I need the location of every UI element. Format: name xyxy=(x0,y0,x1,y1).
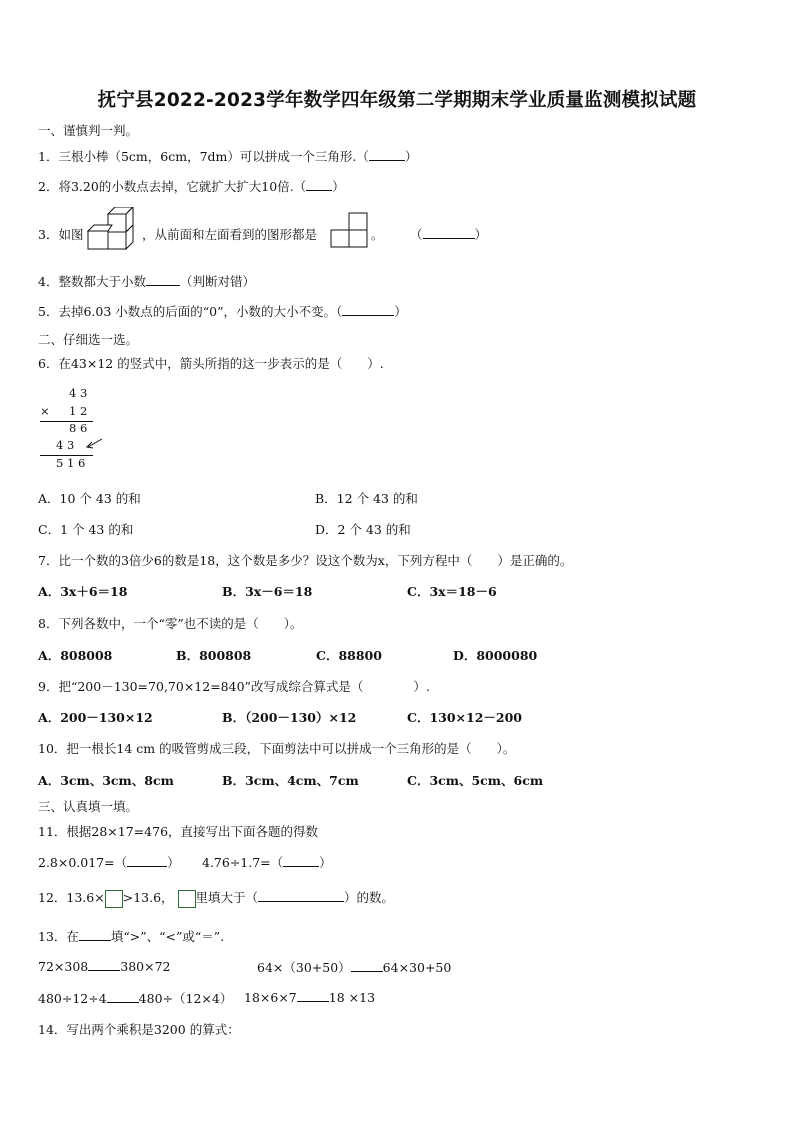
compare-a-left: 72×308 xyxy=(38,959,89,974)
question-10-option-b[interactable]: B．3cm、4cm、7cm xyxy=(222,773,359,788)
question-3-paren-open: （ xyxy=(410,227,423,242)
question-12-end: ）的数。 xyxy=(344,890,395,905)
question-12-prefix: 12．13.6× xyxy=(38,890,105,905)
compare-b-right: 64×30+50 xyxy=(382,960,452,975)
question-3-middle: ，从前面和左面看到的图形都是 xyxy=(142,227,318,242)
calc-row-4: 4 3 xyxy=(56,438,75,452)
question-11-expr-2-tail: ） xyxy=(319,855,332,870)
calc-row-5: 5 1 6 xyxy=(56,456,86,470)
question-6-option-c[interactable]: C．1 个 43 的和 xyxy=(38,522,134,537)
section-2-heading: 二、仔细选一选。 xyxy=(38,332,139,347)
question-1-text: 1．三根小棒（5cm，6cm，7dm）可以拼成一个三角形.（ xyxy=(38,149,369,164)
question-13 xyxy=(38,927,224,945)
question-12-mid: >13.6， xyxy=(122,890,174,905)
question-2-tail: ） xyxy=(332,179,345,194)
page-title: 抚宁县2022-2023学年数学四年级第二学期期末学业质量监测模拟试题 xyxy=(97,90,697,111)
question-9-option-a[interactable]: A．200－130×12 xyxy=(38,710,153,725)
question-3-answer xyxy=(410,225,487,243)
answer-blank-13-sample xyxy=(79,928,111,941)
question-8-option-c[interactable]: C．88800 xyxy=(316,648,382,663)
compare-d-right: 18 ×13 xyxy=(328,990,376,1005)
question-6-text: 6．在43×12 的竖式中，箭头所指的这一步表示的是（ ）. xyxy=(38,356,384,371)
question-2-text: 2．将3.20的小数点去掉，它就扩大扩大10倍.（ xyxy=(38,179,307,194)
question-2 xyxy=(38,177,345,195)
question-9-option-c[interactable]: C．130×12－200 xyxy=(407,710,523,725)
answer-blank-4[interactable] xyxy=(146,273,180,286)
section-3-heading: 三、认真填一填。 xyxy=(38,799,139,814)
question-13-text-2: 填“>”、“<”或“＝”. xyxy=(110,929,225,944)
question-13-compare-c xyxy=(38,989,232,1007)
answer-blank-11a[interactable] xyxy=(127,854,167,867)
question-7-text: 7．比一个数的3倍少6的数是18，这个数是多少？设这个数为x，下列方程中（ ）是正确的。 xyxy=(38,553,573,568)
question-6-option-b[interactable]: B．12 个 43 的和 xyxy=(315,491,418,506)
question-7-option-b[interactable]: B．3x－6＝18 xyxy=(222,584,313,599)
question-14-text: 14．写出两个乘积是3200 的算式： xyxy=(38,1022,240,1037)
question-4-tail: （判断对错） xyxy=(179,274,255,289)
question-13-compare-a xyxy=(38,958,171,974)
question-5-text: 5．去掉6.03 小数点的后面的“0”，小数的大小不变。（ xyxy=(38,304,343,319)
question-6-option-d[interactable]: D．2 个 43 的和 xyxy=(315,522,411,537)
question-11-expr-1-text: 2.8×0.017=（ xyxy=(38,855,128,870)
calc-row-2: 1 2 xyxy=(69,404,88,418)
question-10-option-a[interactable]: A．3cm、3cm、8cm xyxy=(38,773,174,788)
question-3-prefix: 3．如图 xyxy=(38,227,84,242)
arrow-icon xyxy=(84,437,104,451)
cube-stack-figure xyxy=(86,207,136,255)
question-7-option-a[interactable]: A．3x＋6＝18 xyxy=(38,584,128,599)
question-1 xyxy=(38,147,417,165)
compare-a-right: 380×72 xyxy=(120,959,171,974)
answer-blank-11b[interactable] xyxy=(283,854,319,867)
view-shape-figure xyxy=(328,211,370,249)
question-6-option-a[interactable]: A．10 个 43 的和 xyxy=(38,491,141,506)
question-13-compare-b xyxy=(257,958,451,976)
question-9-text: 9．把“200－130=70,70×12=840”改写成综合算式是（ ）. xyxy=(38,679,430,694)
answer-blank-2[interactable] xyxy=(306,178,332,191)
question-1-tail: ） xyxy=(404,149,418,164)
answer-blank-13c[interactable] xyxy=(107,990,139,1003)
calc-row-3: 8 6 xyxy=(69,421,88,435)
answer-blank-13a[interactable] xyxy=(88,958,120,971)
question-8-text: 8．下列各数中，一个“零”也不读的是（ ）。 xyxy=(38,616,303,631)
answer-blank-13b[interactable] xyxy=(351,959,383,972)
question-8-option-b[interactable]: B．800808 xyxy=(176,648,252,663)
compare-c-right: 480÷（12×4） xyxy=(138,991,233,1006)
compare-b-left: 64×（30+50） xyxy=(257,960,351,975)
answer-box-12b[interactable] xyxy=(178,890,196,908)
question-3-paren-close: ） xyxy=(474,227,488,242)
question-11-text: 11．根据28×17=476，直接写出下面各题的得数 xyxy=(38,824,319,839)
question-11-expr-1-tail: ） xyxy=(167,855,180,870)
question-12 xyxy=(38,888,394,908)
question-11-expr-2-text: 4.76÷1.7=（ xyxy=(202,855,284,870)
question-4 xyxy=(38,272,255,290)
question-10-option-c[interactable]: C．3cm、5cm、6cm xyxy=(407,773,544,788)
question-5-tail: ） xyxy=(394,304,407,319)
compare-c-left: 480÷12÷4 xyxy=(38,991,107,1006)
question-8-option-a[interactable]: A．808008 xyxy=(38,648,113,663)
question-3-suffix: 。 xyxy=(371,227,384,242)
compare-d-left: 18×6×7 xyxy=(244,990,297,1005)
question-8-option-d[interactable]: D．8000080 xyxy=(453,648,538,663)
answer-blank-3[interactable] xyxy=(423,226,475,239)
question-7-option-c[interactable]: C．3x＝18－6 xyxy=(407,584,497,599)
question-10-text: 10．把一根长14 cm 的吸管剪成三段，下面剪法中可以拼成一个三角形的是（ ）。 xyxy=(38,741,516,756)
question-13-compare-d xyxy=(244,989,375,1005)
question-11-expr-2 xyxy=(202,853,332,871)
vertical-multiplication xyxy=(38,386,108,472)
question-5 xyxy=(38,302,407,320)
answer-box-12a[interactable] xyxy=(105,890,123,908)
section-1-heading: 一、谨慎判一判。 xyxy=(38,123,139,138)
answer-blank-1[interactable] xyxy=(369,148,405,161)
question-4-text: 4．整数都大于小数 xyxy=(38,274,146,289)
question-12-tail: 里填大于（ xyxy=(195,890,259,905)
answer-blank-13d[interactable] xyxy=(297,989,329,1002)
question-11-expr-1 xyxy=(38,853,180,871)
answer-blank-12[interactable] xyxy=(258,889,344,902)
answer-blank-5[interactable] xyxy=(342,303,394,316)
calc-times-sign: × xyxy=(40,404,50,418)
question-9-option-b[interactable]: B．（200－130）×12 xyxy=(222,710,357,725)
calc-row-1: 4 3 xyxy=(69,386,88,400)
question-13-text: 13．在 xyxy=(38,929,79,944)
